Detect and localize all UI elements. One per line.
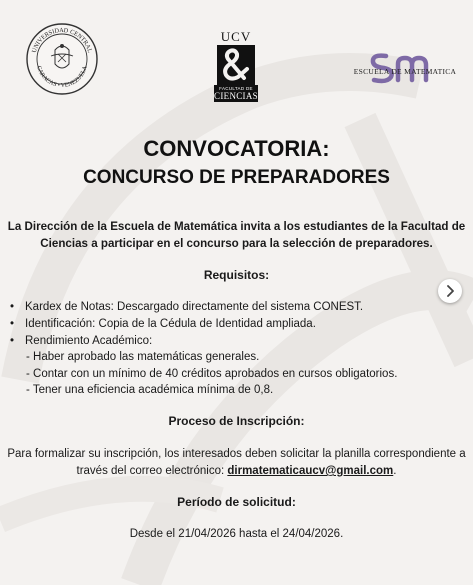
ampersand-icon [217,45,255,85]
faculty-label-small: FACULTAD DE [219,86,253,91]
intro-line-2: Ciencias a participar en el concurso para la selección de preparadores. [40,237,433,250]
ucv-ciencias-logo [214,30,258,102]
escuela-matematica-logo [350,50,460,86]
carousel-next-button[interactable] [438,279,462,303]
intro-line-1: La Dirección de la Escuela de Matemática invita a los estudiantes de la Facultad de [7,220,466,233]
contact-email-link[interactable]: dirmatematicaucv@gmail.com [227,465,394,477]
academic-requirements-sublist [26,349,397,399]
requirements-list [10,299,363,350]
application-dates: Desde el 21/04/2026 hasta el 24/04/2026. [129,528,344,540]
chevron-right-icon [445,285,455,297]
list-item: • Identificación: Copia de la Cédula de Identidad ampliada. [10,316,363,333]
list-item: - Haber aprobado las matemáticas generales. [26,351,260,363]
list-item: • Kardex de Notas: Descargado directamente del sistema CONEST. [10,299,363,316]
process-heading: Proceso de Inscripción: [168,414,305,428]
process-line-2 [2,463,471,480]
period-heading: Período de solicitud: [177,495,296,509]
ucv-abbr: UCV [220,29,252,44]
university-seal-logo [25,22,99,96]
process-line-2-suffix: . [393,465,397,477]
faculty-label-big: CIENCIAS [214,91,258,101]
list-item: • Rendimiento Académico: [10,333,363,350]
seal-text-top: UNIVERSIDAD CENTRAL [30,26,94,54]
faculty-label [214,85,258,102]
list-item: - Tener una eficiencia académica mínima de 0,8. [26,384,274,396]
process-paragraph [2,446,471,480]
school-name: ESCUELA DE MATEMATICA [353,67,457,76]
process-line-1: Para formalizar su inscripción, los interesados deben solicitar la planilla correspondiente a [7,448,466,460]
process-line-2-prefix: través del correo electrónico: [76,465,228,477]
requirements-heading: Requisitos: [203,268,270,282]
page-title-line1: CONVOCATORIA: [143,136,330,161]
seal-text-bottom: CARACAS • VENEZUELA [35,65,89,90]
page-title-line2: CONCURSO DE PREPARADORES [83,167,390,188]
list-item: - Contar con un mínimo de 40 créditos aprobados en cursos obligatorios. [26,367,398,380]
intro-paragraph [4,218,469,252]
